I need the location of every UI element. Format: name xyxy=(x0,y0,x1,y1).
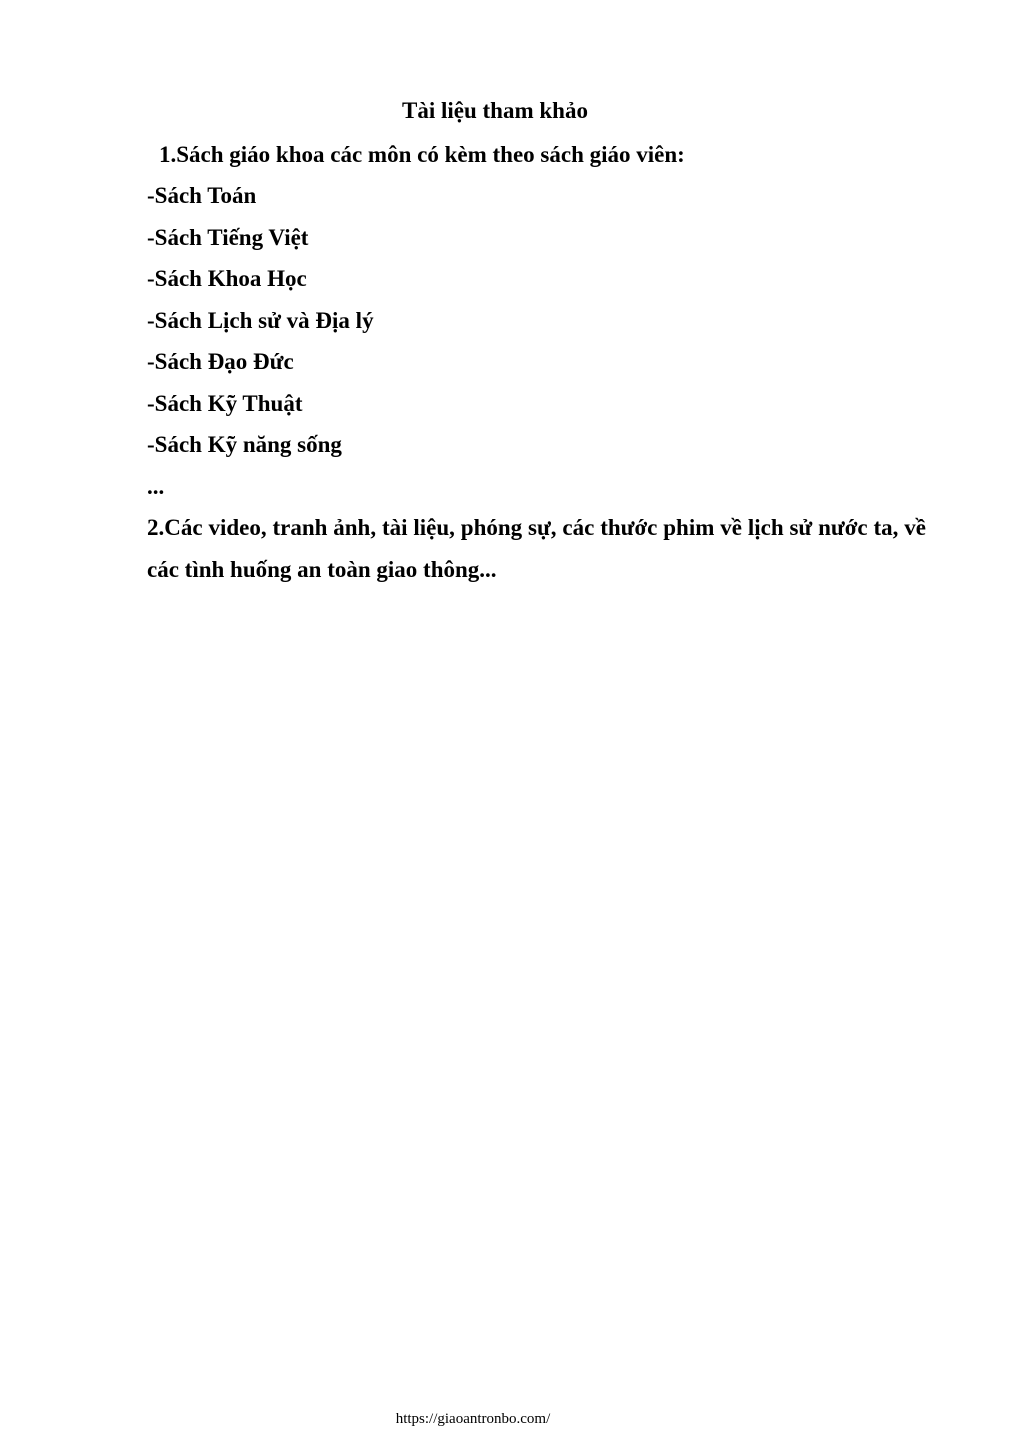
section1-heading: 1.Sách giáo khoa các môn có kèm theo sách giáo viên: xyxy=(159,142,685,167)
list-item: -Sách Đạo Đức xyxy=(147,349,294,374)
list-item: -Sách Kỹ Thuật xyxy=(147,391,303,416)
list-item: -Sách Tiếng Việt xyxy=(147,225,309,250)
list-item: -Sách Khoa Học xyxy=(147,266,307,291)
list-item: -Sách Kỹ năng sống xyxy=(147,432,342,457)
document-title: Tài liệu tham khảo xyxy=(402,98,588,123)
list-item-ellipsis: ... xyxy=(147,474,165,499)
list-item: -Sách Toán xyxy=(147,183,257,208)
list-item: -Sách Lịch sử và Địa lý xyxy=(147,308,374,333)
section2-paragraph: 2.Các video, tranh ảnh, tài liệu, phóng sự, các thước phim về lịch sử nước ta, về các tình huống an toàn giao thông... xyxy=(147,515,926,582)
footer-url: https://giaoantronbo.com/ xyxy=(395,1411,551,1427)
